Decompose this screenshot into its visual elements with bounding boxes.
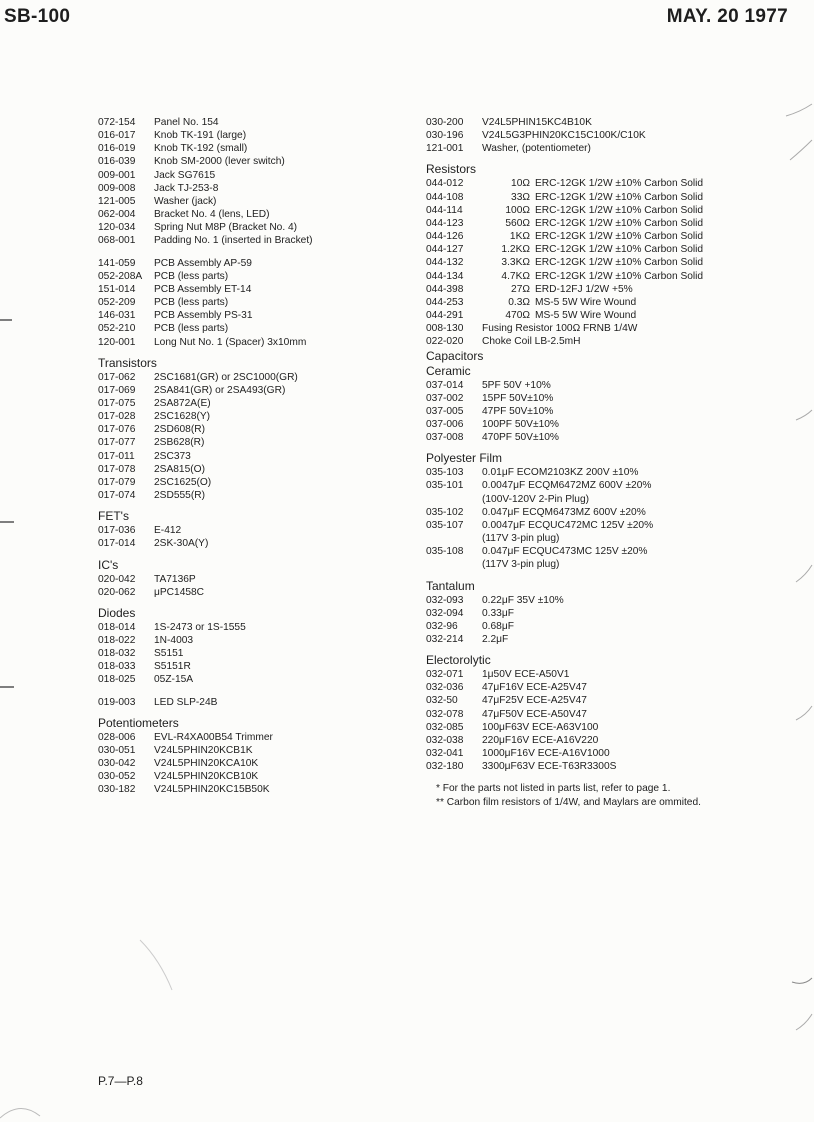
part-description: 100μF63V ECE-A63V100 [482, 721, 599, 733]
part-description: Washer (jack) [154, 195, 217, 207]
part-description: Long Nut No. 1 (Spacer) 3x10mm [154, 336, 307, 348]
part-number: 030-200 [426, 117, 464, 128]
part-number: 017-036 [98, 525, 136, 537]
part-number: 146-031 [98, 310, 136, 322]
part-description: EVL-R4XA00B54 Trimmer [154, 731, 273, 743]
part-number: 030-182 [98, 784, 136, 796]
part-description: 2SA815(O) [154, 463, 205, 475]
part-description: Jack SG7615 [154, 169, 216, 181]
part-number: 037-002 [426, 392, 464, 404]
part-description: V24L5PHIN15KC4B10K [482, 117, 592, 128]
part-description: S5151 [154, 648, 184, 660]
part-description: Spring Nut M8P (Bracket No. 4) [154, 222, 298, 234]
part-description-continued: (117V 3-pin plug) [482, 559, 560, 571]
part-number: 009-001 [98, 169, 136, 181]
part-description: 2SC1628(Y) [154, 411, 211, 423]
part-description: 470Ω MS-5 5W Wire Wound [482, 309, 636, 322]
part-number: 120-034 [98, 222, 136, 234]
part-description: 0.68μF [482, 620, 514, 632]
part-description: 47μF16V ECE-A25V47 [482, 682, 587, 694]
part-description: 47μF50V ECE-A50V47 [482, 708, 587, 720]
part-description: 1μ50V ECE-A50V1 [482, 669, 570, 681]
section-heading: Polyester Film [426, 451, 503, 466]
part-description: 1KΩ ERC-12GK 1/2W ±10% Carbon Solid [482, 230, 703, 243]
part-number: 032-085 [426, 721, 464, 733]
part-number: 017-074 [98, 490, 136, 502]
part-description: S5151R [154, 661, 191, 673]
part-number: 018-025 [98, 674, 136, 686]
part-number: 020-062 [98, 586, 136, 598]
part-description: Fusing Resistor 100Ω FRNB 1/4W [482, 323, 638, 335]
part-number: 017-062 [98, 371, 136, 383]
part-description: Knob SM-2000 (lever switch) [154, 156, 285, 168]
part-number: 018-014 [98, 621, 136, 633]
part-number: 052-208A [98, 270, 143, 282]
part-number: 151-014 [98, 283, 136, 295]
part-number: 030-042 [98, 758, 136, 770]
part-description: Washer, (potentiometer) [482, 143, 591, 155]
part-number: 020-042 [98, 573, 136, 585]
part-number: 018-022 [98, 635, 136, 646]
part-number: 037-008 [426, 432, 464, 444]
footnote: ** Carbon film resistors of 1/4W, and Maylars are ommited. [436, 796, 701, 808]
part-description: V24L5PHIN20KC15B50K [154, 784, 270, 796]
part-description: 0.33μF [482, 607, 514, 619]
part-description: 2SB628(R) [154, 437, 205, 449]
part-number: 032-071 [426, 669, 464, 681]
section-heading: Capacitors [426, 348, 484, 363]
part-description: PCB Assembly PS-31 [154, 310, 253, 322]
part-description: E-412 [154, 525, 182, 537]
part-number: 052-210 [98, 323, 136, 335]
part-number: 030-051 [98, 744, 136, 756]
part-number: 035-108 [426, 546, 464, 558]
part-number: 120-001 [98, 336, 136, 348]
part-number: 016-039 [98, 156, 136, 168]
part-description: 0.0047μF ECQM6472MZ 600V ±20% [482, 480, 652, 492]
part-description: 3.3KΩ ERC-12GK 1/2W ±10% Carbon Solid [482, 256, 703, 269]
part-number: 044-127 [426, 244, 464, 256]
part-description: 1S-2473 or 1S-1555 [154, 621, 246, 633]
part-number: 032-96 [426, 620, 458, 632]
part-value: 560Ω [505, 217, 530, 229]
part-number: 028-006 [98, 731, 136, 743]
part-number: 052-209 [98, 297, 136, 309]
part-number: 044-134 [426, 270, 464, 282]
part-value: 470Ω [505, 310, 530, 322]
part-number: 035-107 [426, 519, 464, 531]
part-description: 100PF 50V±10% [482, 418, 559, 430]
part-description: 1000μF16V ECE-A16V1000 [482, 748, 610, 760]
part-value: 27Ω [511, 283, 530, 295]
part-description: 0.01μF ECOM2103KZ 200V ±10% [482, 467, 639, 479]
part-description: Panel No. 154 [154, 117, 219, 128]
part-description: 2SC1625(O) [154, 476, 212, 488]
part-number: 121-001 [426, 143, 464, 155]
part-description: 2SC1681(GR) or 2SC1000(GR) [154, 371, 298, 383]
part-description: 2SD555(R) [154, 490, 205, 502]
part-number: 032-094 [426, 607, 464, 619]
section-heading: FET's [98, 509, 129, 524]
part-description: 47μF25V ECE-A25V47 [482, 695, 587, 707]
part-number: 037-006 [426, 418, 464, 430]
part-description: 470PF 50V±10% [482, 432, 559, 444]
part-number: 022-020 [426, 336, 464, 348]
part-description: Choke Coil LB-2.5mH [482, 336, 581, 348]
part-value: 10Ω [511, 178, 530, 190]
part-number: 044-114 [426, 204, 463, 216]
model-number: SB-100 [4, 6, 71, 27]
part-description: V24L5PHIN20KCA10K [154, 758, 259, 770]
part-number: 008-130 [426, 323, 464, 335]
part-number: 017-011 [98, 450, 135, 462]
part-description: V24L5G3PHIN20KC15C100K/C10K [482, 130, 646, 142]
part-number: 032-036 [426, 682, 464, 694]
part-number: 044-126 [426, 231, 464, 243]
part-number: 068-001 [98, 235, 136, 247]
part-description: 2SK-30A(Y) [154, 538, 209, 550]
part-description: Knob TK-192 (small) [154, 143, 248, 155]
part-description: 15PF 50V±10% [482, 392, 554, 404]
part-description: 0.047μF ECQUC473MC 125V ±20% [482, 546, 648, 558]
part-description: PCB Assembly ET-14 [154, 283, 252, 295]
section-heading: Transistors [98, 355, 157, 370]
part-number: 044-398 [426, 283, 464, 295]
part-number: 018-033 [98, 661, 136, 673]
part-number: 030-052 [98, 771, 136, 783]
part-number: 032-038 [426, 734, 464, 746]
part-description: V24L5PHIN20KCB1K [154, 744, 253, 756]
part-number: 032-078 [426, 708, 464, 720]
part-number: 141-059 [98, 257, 136, 269]
part-number: 044-253 [426, 296, 464, 308]
part-number: 035-101 [426, 480, 464, 492]
part-description: Jack TJ-253-8 [154, 182, 219, 194]
part-number: 035-102 [426, 506, 464, 518]
part-description: 0.047μF ECQM6473MZ 600V ±20% [482, 506, 646, 518]
part-description: 0.22μF 35V ±10% [482, 594, 564, 606]
part-description: 0.3Ω MS-5 5W Wire Wound [482, 296, 636, 309]
part-description: 0.0047μF ECQUC472MC 125V ±20% [482, 519, 654, 531]
footnote: * For the parts not listed in parts list, refer to page 1. [436, 783, 671, 795]
part-description: 1N-4003 [154, 635, 194, 646]
part-number: 017-078 [98, 463, 136, 475]
part-description: 5PF 50V +10% [482, 379, 551, 391]
document-date: MAY. 20 1977 [666, 6, 788, 27]
part-description: 10Ω ERC-12GK 1/2W ±10% Carbon Solid [482, 177, 703, 190]
part-number: 016-017 [98, 130, 136, 142]
section-heading: IC's [98, 557, 119, 572]
part-value: 3.3KΩ [501, 257, 530, 269]
part-number: 017-014 [98, 538, 136, 550]
part-description: LED SLP-24B [154, 696, 218, 708]
section-heading: Electorolytic [426, 653, 491, 668]
part-number: 044-108 [426, 191, 464, 203]
part-number: 019-003 [98, 696, 136, 708]
section-heading: Ceramic [426, 363, 471, 378]
part-number: 044-291 [426, 310, 464, 322]
section-heading: Tantalum [426, 578, 475, 593]
part-description: 2.2μF [482, 634, 509, 645]
part-description: PCB (less parts) [154, 270, 229, 282]
section-heading: Resistors [426, 162, 477, 177]
part-description: 27Ω ERD-12FJ 1/2W +5% [482, 283, 633, 296]
part-description: 47PF 50V±10% [482, 405, 554, 417]
part-description: 100Ω ERC-12GK 1/2W ±10% Carbon Solid [482, 204, 703, 217]
part-description: TA7136P [154, 573, 196, 585]
part-number: 072-154 [98, 117, 136, 128]
part-description: μPC1458C [154, 586, 205, 598]
part-description: Padding No. 1 (inserted in Bracket) [154, 235, 313, 247]
part-number: 121-005 [98, 195, 136, 207]
section-heading: Diodes [98, 605, 136, 620]
part-number: 017-077 [98, 437, 136, 449]
part-number: 032-214 [426, 634, 464, 645]
part-number: 017-075 [98, 397, 136, 409]
part-description: V24L5PHIN20KCB10K [154, 771, 259, 783]
part-number: 037-005 [426, 405, 464, 417]
part-number: 032-180 [426, 761, 464, 773]
part-description: Bracket No. 4 (lens, LED) [154, 209, 270, 221]
part-number: 017-069 [98, 384, 136, 396]
part-number: 044-123 [426, 217, 464, 229]
part-number: 032-041 [426, 748, 464, 760]
part-number: 018-032 [98, 648, 136, 660]
page-footer: P.7—P.8 [98, 1074, 143, 1088]
part-description-continued: (100V-120V 2-Pin Plug) [482, 493, 590, 505]
part-value: 1KΩ [509, 231, 530, 243]
part-description: 560Ω ERC-12GK 1/2W ±10% Carbon Solid [482, 217, 703, 230]
part-number: 016-019 [98, 143, 136, 155]
part-description: 2SA872A(E) [154, 397, 211, 409]
part-number: 030-196 [426, 130, 464, 142]
part-value: 4.7KΩ [501, 270, 530, 282]
part-description-continued: (117V 3-pin plug) [482, 533, 560, 545]
part-number: 017-076 [98, 424, 136, 436]
part-number: 044-012 [426, 178, 464, 190]
part-description: 2SD608(R) [154, 424, 205, 436]
part-description: 2SA841(GR) or 2SA493(GR) [154, 384, 286, 396]
part-number: 062-004 [98, 209, 136, 221]
part-description: 33Ω ERC-12GK 1/2W ±10% Carbon Solid [482, 191, 703, 204]
part-description: 4.7KΩ ERC-12GK 1/2W ±10% Carbon Solid [482, 270, 703, 283]
part-number: 017-028 [98, 411, 136, 423]
part-description: Knob TK-191 (large) [154, 130, 247, 142]
part-value: 1.2KΩ [501, 244, 530, 256]
part-description: PCB (less parts) [154, 323, 229, 335]
part-description: 220μF16V ECE-A16V220 [482, 734, 599, 746]
part-value: 33Ω [511, 191, 530, 203]
part-number: 032-093 [426, 594, 464, 606]
part-value: 100Ω [505, 204, 530, 216]
section-heading: Potentiometers [98, 715, 179, 730]
part-description: 3300μF63V ECE-T63R3300S [482, 761, 617, 773]
part-description: PCB Assembly AP-59 [154, 257, 252, 269]
part-number: 044-132 [426, 257, 464, 269]
part-description: 2SC373 [154, 450, 191, 462]
part-value: 0.3Ω [508, 296, 530, 308]
part-number: 032-50 [426, 695, 458, 707]
part-number: 009-008 [98, 182, 136, 194]
part-description: PCB (less parts) [154, 297, 229, 309]
part-description: 1.2KΩ ERC-12GK 1/2W ±10% Carbon Solid [482, 243, 703, 256]
part-number: 017-079 [98, 476, 136, 488]
part-number: 035-103 [426, 467, 464, 479]
part-description: 05Z-15A [154, 674, 194, 686]
part-number: 037-014 [426, 379, 464, 391]
